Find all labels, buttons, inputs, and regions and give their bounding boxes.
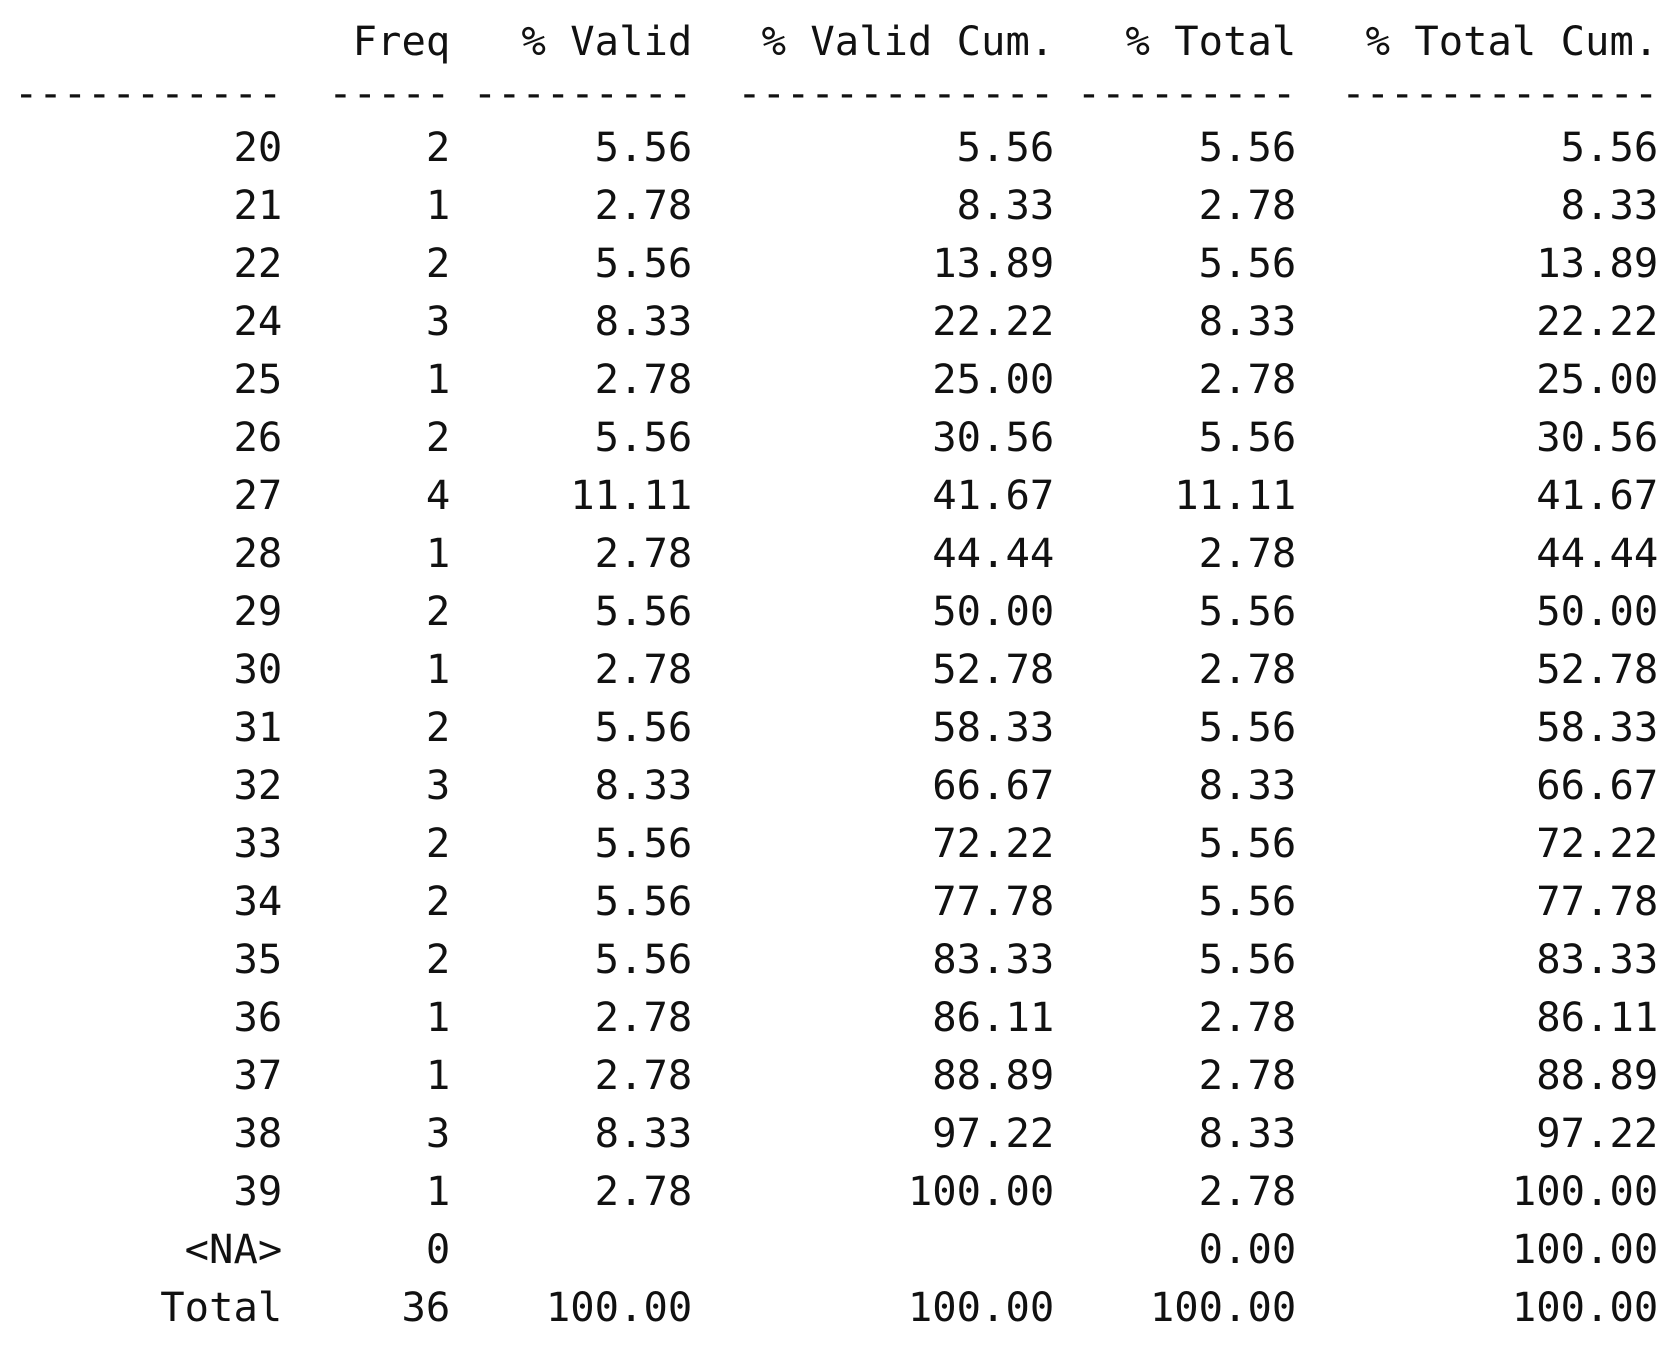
cell-pct-valid: 100.00 xyxy=(545,1283,693,1331)
cell-pct-total-cum: 52.78 xyxy=(1536,645,1659,693)
cell-freq: 3 xyxy=(425,1109,451,1157)
cell-value: <NA> xyxy=(184,1225,283,1273)
cell-pct-total: 0.00 xyxy=(1198,1225,1297,1273)
cell-pct-valid-cum: 25.00 xyxy=(932,355,1055,403)
cell-pct-total-cum: 30.56 xyxy=(1536,413,1659,461)
cell-freq: 0 xyxy=(425,1225,451,1273)
cell-freq: 1 xyxy=(425,181,451,229)
cell-freq: 2 xyxy=(425,239,451,287)
table-row xyxy=(14,118,1658,176)
separator-row xyxy=(14,68,1658,118)
cell-pct-total: 2.78 xyxy=(1198,645,1297,693)
cell-value: 21 xyxy=(233,181,283,229)
cell-value: 22 xyxy=(233,239,283,287)
cell-pct-total-cum: 22.22 xyxy=(1536,297,1659,345)
cell-pct-total-cum: 77.78 xyxy=(1536,877,1659,925)
cell-value: 36 xyxy=(233,993,283,1041)
cell-pct-total: 2.78 xyxy=(1198,1051,1297,1099)
table-row xyxy=(14,640,1658,698)
cell-pct-total-cum: 13.89 xyxy=(1536,239,1659,287)
cell-pct-total: 8.33 xyxy=(1198,297,1297,345)
cell-pct-valid-cum: 58.33 xyxy=(932,703,1055,751)
cell-value: 35 xyxy=(233,935,283,983)
cell-pct-valid-cum: 100.00 xyxy=(907,1167,1055,1215)
cell-pct-total-cum: 100.00 xyxy=(1511,1225,1659,1273)
cell-pct-valid-cum: 77.78 xyxy=(932,877,1055,925)
cell-value: 38 xyxy=(233,1109,283,1157)
cell-value: 37 xyxy=(233,1051,283,1099)
table-row xyxy=(14,988,1658,1046)
cell-pct-total-cum: 100.00 xyxy=(1511,1283,1659,1331)
cell-pct-valid: 5.56 xyxy=(594,877,693,925)
cell-freq: 2 xyxy=(425,819,451,867)
cell-value: 30 xyxy=(233,645,283,693)
cell-pct-total-cum: 8.33 xyxy=(1560,181,1659,229)
cell-pct-valid: 2.78 xyxy=(594,993,693,1041)
table-row xyxy=(14,1220,1658,1278)
table-row xyxy=(14,1104,1658,1162)
cell-pct-valid-cum: 83.33 xyxy=(932,935,1055,983)
table-row xyxy=(14,466,1658,524)
cell-pct-valid-cum: 88.89 xyxy=(932,1051,1055,1099)
table-row xyxy=(14,930,1658,988)
cell-pct-valid: 5.56 xyxy=(594,413,693,461)
cell-value: 27 xyxy=(233,471,283,519)
cell-pct-valid: 8.33 xyxy=(594,1109,693,1157)
cell-freq: 3 xyxy=(425,297,451,345)
cell-value: 33 xyxy=(233,819,283,867)
cell-freq: 1 xyxy=(425,645,451,693)
cell-freq: 2 xyxy=(425,877,451,925)
cell-pct-valid: 2.78 xyxy=(594,355,693,403)
cell-freq: 2 xyxy=(425,935,451,983)
cell-pct-total: 2.78 xyxy=(1198,181,1297,229)
cell-pct-valid-cum: 13.89 xyxy=(932,239,1055,287)
table-row xyxy=(14,1162,1658,1220)
table-row xyxy=(14,872,1658,930)
frequency-table xyxy=(14,14,1658,1336)
table-row xyxy=(14,698,1658,756)
cell-pct-total: 5.56 xyxy=(1198,123,1297,171)
cell-pct-valid xyxy=(450,1220,692,1278)
cell-pct-total-cum: 58.33 xyxy=(1536,703,1659,751)
header-pct-valid-cum: % Valid Cum. xyxy=(761,17,1055,65)
header-pct-total: % Total xyxy=(1125,17,1297,65)
separator-cell: --------- xyxy=(472,69,693,117)
cell-pct-valid: 5.56 xyxy=(594,819,693,867)
table-row xyxy=(14,292,1658,350)
cell-pct-total: 5.56 xyxy=(1198,877,1297,925)
cell-pct-total: 11.11 xyxy=(1174,471,1297,519)
cell-pct-valid: 5.56 xyxy=(594,587,693,635)
cell-pct-valid-cum: 86.11 xyxy=(932,993,1055,1041)
cell-pct-total-cum: 86.11 xyxy=(1536,993,1659,1041)
table-row xyxy=(14,234,1658,292)
cell-value: 29 xyxy=(233,587,283,635)
cell-pct-valid-cum: 50.00 xyxy=(932,587,1055,635)
cell-pct-valid: 2.78 xyxy=(594,1167,693,1215)
cell-pct-total-cum: 100.00 xyxy=(1511,1167,1659,1215)
cell-pct-total: 5.56 xyxy=(1198,413,1297,461)
separator-cell: ----- xyxy=(328,69,451,117)
cell-pct-total-cum: 97.22 xyxy=(1536,1109,1659,1157)
cell-value: 39 xyxy=(233,1167,283,1215)
cell-freq: 1 xyxy=(425,355,451,403)
header-pct-valid: % Valid xyxy=(521,17,693,65)
separator-cell: ----------- xyxy=(14,69,283,117)
cell-pct-valid: 8.33 xyxy=(594,761,693,809)
table-row xyxy=(14,814,1658,872)
cell-pct-valid-cum: 52.78 xyxy=(932,645,1055,693)
cell-pct-total-cum: 88.89 xyxy=(1536,1051,1659,1099)
cell-value: 26 xyxy=(233,413,283,461)
cell-pct-total: 5.56 xyxy=(1198,587,1297,635)
header-value xyxy=(14,14,282,68)
cell-value: 31 xyxy=(233,703,283,751)
cell-pct-valid: 5.56 xyxy=(594,703,693,751)
cell-value: 25 xyxy=(233,355,283,403)
cell-pct-valid: 8.33 xyxy=(594,297,693,345)
cell-freq: 36 xyxy=(401,1283,451,1331)
cell-pct-total-cum: 25.00 xyxy=(1536,355,1659,403)
header-row xyxy=(14,14,1658,68)
header-pct-total-cum: % Total Cum. xyxy=(1365,17,1659,65)
cell-freq: 1 xyxy=(425,1167,451,1215)
cell-pct-valid: 11.11 xyxy=(570,471,693,519)
table-row xyxy=(14,756,1658,814)
cell-pct-total: 8.33 xyxy=(1198,761,1297,809)
cell-pct-total: 8.33 xyxy=(1198,1109,1297,1157)
separator-cell: --------- xyxy=(1076,69,1297,117)
table-row xyxy=(14,408,1658,466)
cell-pct-valid: 2.78 xyxy=(594,529,693,577)
cell-pct-valid-cum: 100.00 xyxy=(907,1283,1055,1331)
cell-value: 20 xyxy=(233,123,283,171)
table-row xyxy=(14,1278,1658,1336)
cell-pct-valid-cum: 66.67 xyxy=(932,761,1055,809)
table-row xyxy=(14,524,1658,582)
cell-pct-total-cum: 5.56 xyxy=(1560,123,1659,171)
cell-pct-valid-cum: 97.22 xyxy=(932,1109,1055,1157)
cell-pct-valid-cum xyxy=(692,1220,1054,1278)
cell-pct-valid: 2.78 xyxy=(594,645,693,693)
cell-pct-total: 2.78 xyxy=(1198,993,1297,1041)
cell-pct-total-cum: 83.33 xyxy=(1536,935,1659,983)
cell-pct-total: 2.78 xyxy=(1198,1167,1297,1215)
cell-freq: 2 xyxy=(425,123,451,171)
cell-freq: 2 xyxy=(425,587,451,635)
separator-cell: ------------- xyxy=(1341,69,1659,117)
cell-freq: 2 xyxy=(425,413,451,461)
table-row xyxy=(14,582,1658,640)
cell-pct-total: 5.56 xyxy=(1198,239,1297,287)
cell-pct-total-cum: 41.67 xyxy=(1536,471,1659,519)
cell-pct-total: 5.56 xyxy=(1198,935,1297,983)
cell-pct-total-cum: 44.44 xyxy=(1536,529,1659,577)
cell-freq: 1 xyxy=(425,1051,451,1099)
cell-pct-valid-cum: 5.56 xyxy=(956,123,1055,171)
table-row xyxy=(14,1046,1658,1104)
cell-pct-valid: 5.56 xyxy=(594,935,693,983)
cell-pct-valid: 2.78 xyxy=(594,1051,693,1099)
cell-pct-total-cum: 50.00 xyxy=(1536,587,1659,635)
cell-value: 24 xyxy=(233,297,283,345)
header-freq: Freq xyxy=(352,17,451,65)
separator-cell: ------------- xyxy=(737,69,1055,117)
cell-value: 28 xyxy=(233,529,283,577)
cell-pct-total-cum: 72.22 xyxy=(1536,819,1659,867)
cell-value: Total xyxy=(160,1283,283,1331)
cell-pct-total: 5.56 xyxy=(1198,703,1297,751)
table-body xyxy=(14,118,1658,1336)
cell-pct-valid-cum: 72.22 xyxy=(932,819,1055,867)
cell-freq: 1 xyxy=(425,993,451,1041)
cell-pct-valid: 2.78 xyxy=(594,181,693,229)
cell-value: 32 xyxy=(233,761,283,809)
cell-pct-total: 100.00 xyxy=(1149,1283,1297,1331)
cell-pct-valid-cum: 8.33 xyxy=(956,181,1055,229)
cell-freq: 4 xyxy=(425,471,451,519)
cell-pct-valid-cum: 30.56 xyxy=(932,413,1055,461)
table-row xyxy=(14,350,1658,408)
cell-pct-valid-cum: 41.67 xyxy=(932,471,1055,519)
cell-pct-valid: 5.56 xyxy=(594,239,693,287)
cell-pct-valid: 5.56 xyxy=(594,123,693,171)
cell-pct-total: 2.78 xyxy=(1198,529,1297,577)
cell-pct-total: 2.78 xyxy=(1198,355,1297,403)
cell-pct-total-cum: 66.67 xyxy=(1536,761,1659,809)
cell-pct-valid-cum: 22.22 xyxy=(932,297,1055,345)
cell-freq: 2 xyxy=(425,703,451,751)
cell-freq: 3 xyxy=(425,761,451,809)
cell-pct-total: 5.56 xyxy=(1198,819,1297,867)
cell-value: 34 xyxy=(233,877,283,925)
cell-freq: 1 xyxy=(425,529,451,577)
table-row xyxy=(14,176,1658,234)
cell-pct-valid-cum: 44.44 xyxy=(932,529,1055,577)
